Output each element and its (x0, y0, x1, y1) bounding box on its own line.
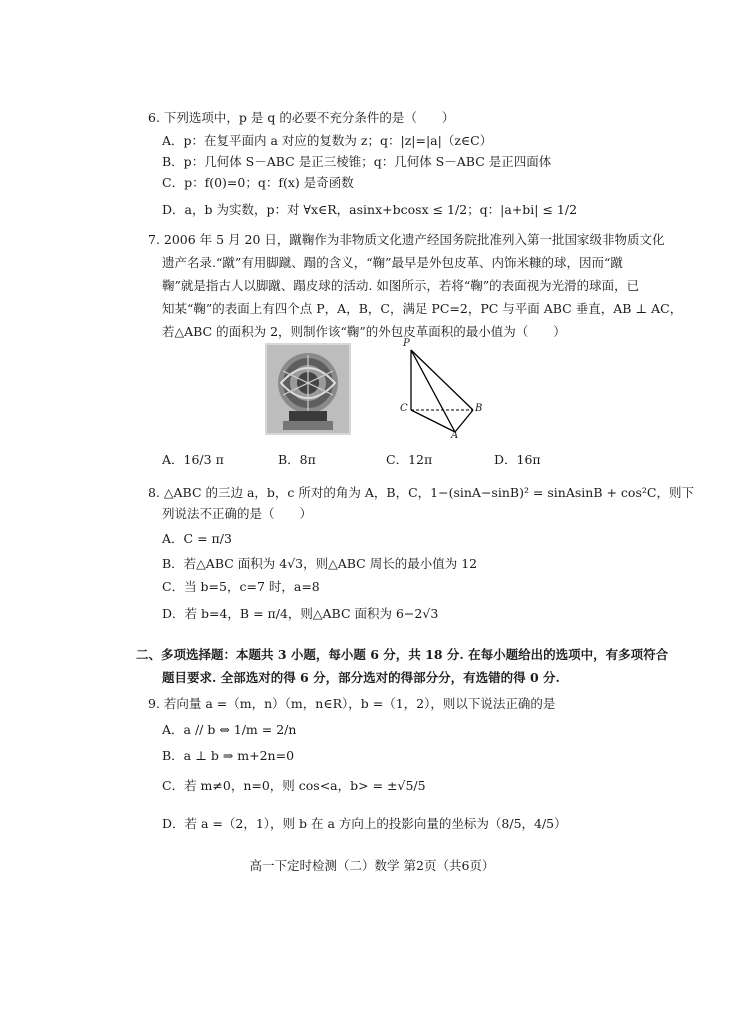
q9-option-a: A．a // b ⇔ 1/m = 2/n (162, 722, 297, 737)
q9-option-b: B．a ⊥ b ⇒ m+2n=0 (162, 748, 295, 763)
q9-stem: 9. 若向量 a =（m，n）（m，n∈R），b =（1，2），则以下说法正确的是 (148, 696, 556, 711)
cuju-ball-photo (265, 343, 351, 435)
q6-option-a: A．p：在复平面内 a 对应的复数为 z；q：|z|=|a|（z∈C） (162, 133, 493, 148)
q8-option-b: B．若△ABC 面积为 4√3，则△ABC 周长的最小值为 12 (162, 556, 478, 571)
q7-option-a: A．16/3 π (162, 452, 224, 467)
q7-line-3: 鞠”就是指古人以脚蹴、蹋皮球的活动. 如图所示，若将“鞠”的表面视为光滑的球面，已 (162, 278, 640, 293)
q7-option-d: D．16π (494, 452, 541, 467)
q9-option-d: D．若 a =（2，1），则 b 在 a 方向上的投影向量的坐标为（8/5，4/5） (162, 816, 567, 831)
q8-option-d: D．若 b=4，B = π/4，则△ABC 面积为 6−2√3 (162, 606, 439, 621)
q9-option-c: C．若 m≠0，n=0，则 cos<a，b> = ±√5/5 (162, 778, 426, 793)
q7-line-5: 若△ABC 的面积为 2，则制作该“鞠”的外包皮革面积的最小值为（ ） (162, 324, 566, 339)
q7-line-2: 遗产名录.“蹴”有用脚蹴、蹋的含义，“鞠”最早是外包皮革、内饰米糠的球，因而“蹴 (162, 255, 623, 270)
q6-option-b: B．p：几何体 S－ABC 是正三棱锥；q：几何体 S－ABC 是正四面体 (162, 154, 552, 169)
section-2-heading-line-1: 二、多项选择题：本题共 3 小题，每小题 6 分，共 18 分. 在每小题给出的选项中，有多项符合 (136, 647, 669, 662)
q8-option-a: A．C = π/3 (162, 531, 232, 546)
q7-line-1: 7. 2006 年 5 月 20 日，蹴鞠作为非物质文化遗产经国务院批准列入第一批国家级非物质文化 (148, 232, 665, 247)
q8-line-2: 列说法不正确的是（ ） (162, 506, 313, 521)
q7-line-4: 知某“鞠”的表面上有四个点 P，A，B，C，满足 PC=2，PC 与平面 ABC 垂直，AB ⊥ AC， (162, 301, 683, 316)
q6-option-c: C．p：f(0)=0；q：f(x) 是奇函数 (162, 175, 354, 190)
page-footer: 高一下定时检测（二）数学 第2页（共6页） (249, 858, 495, 873)
label-c: C (400, 403, 408, 414)
q6-stem: 6. 下列选项中，p 是 q 的必要不充分条件的是（ ） (148, 110, 455, 125)
q6-option-d: D．a，b 为实数，p：对 ∀x∈R，asinx+bcosx ≤ 1/2；q：|a+bi| ≤ 1/2 (162, 202, 578, 217)
q7-option-c: C．12π (386, 452, 433, 467)
tetrahedron-diagram (398, 340, 488, 440)
label-a: A (451, 430, 459, 441)
label-p: P (403, 338, 410, 349)
q8-line-1: 8. △ABC 的三边 a，b，c 所对的角为 A，B，C，1−(sinA−sinB)² = sinAsinB + cos²C，则下 (148, 485, 694, 500)
q7-option-b: B．8π (278, 452, 316, 467)
q8-option-c: C．当 b=5，c=7 时，a=8 (162, 579, 320, 594)
section-2-heading-line-2: 题目要求. 全部选对的得 6 分，部分选对的得部分分，有选错的得 0 分. (162, 670, 560, 685)
label-b: B (475, 403, 483, 414)
